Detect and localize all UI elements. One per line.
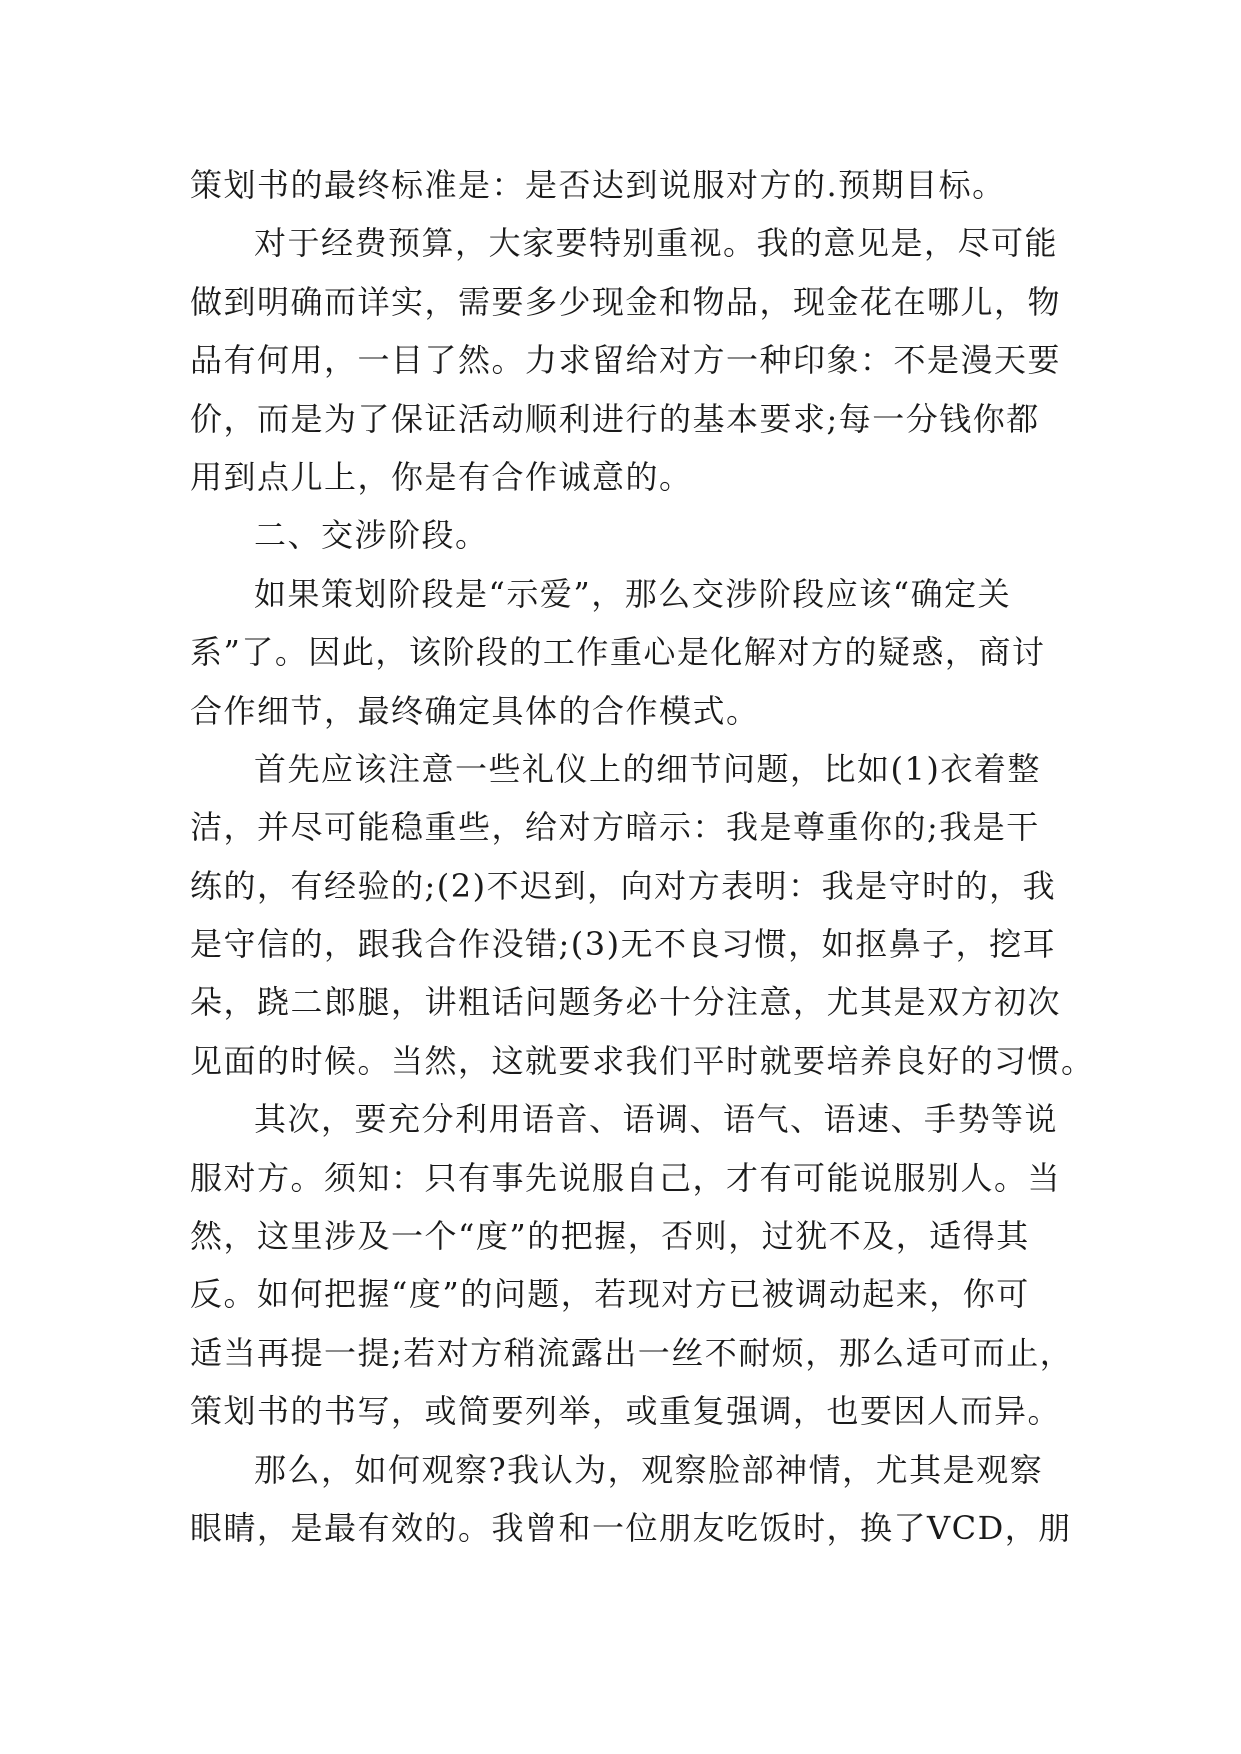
text-line: 朵，跷二郎腿，讲粗话问题务必十分注意，尤其是双方初次 bbox=[190, 983, 1062, 1022]
document-body bbox=[190, 156, 1095, 1557]
text-line: 适当再提一提;若对方稍流露出一丝不耐烦，那么适可而止， bbox=[190, 1333, 1074, 1372]
text-line: 然，这里涉及一个“度”的把握，否则，过犹不及，适得其 bbox=[190, 1217, 1030, 1256]
text-line: 二、交涉阶段。 bbox=[254, 516, 489, 555]
text-line: 其次，要充分利用语音、语调、语气、语速、手势等说 bbox=[254, 1100, 1059, 1139]
text-line: 系”了。因此，该阶段的工作重心是化解对方的疑惑，商讨 bbox=[190, 633, 1046, 672]
text-line: 洁，并尽可能稳重些，给对方暗示：我是尊重你的;我是干 bbox=[190, 808, 1040, 847]
text-line: 眼睛，是最有效的。我曾和一位朋友吃饭时，换了VCD，朋 bbox=[190, 1508, 1072, 1547]
text-line: 反。如何把握“度”的问题，若现对方已被调动起来，你可 bbox=[190, 1275, 1030, 1314]
text-line: 服对方。须知：只有事先说服自己，才有可能说服别人。当 bbox=[190, 1158, 1062, 1197]
text-line: 用到点儿上，你是有合作诚意的。 bbox=[190, 457, 693, 496]
text-line: 做到明确而详实，需要多少现金和物品，现金花在哪儿，物 bbox=[190, 282, 1062, 321]
text-line: 如果策划阶段是“示爱”，那么交涉阶段应该“确定关 bbox=[254, 574, 1012, 613]
text-line: 品有何用，一目了然。力求留给对方一种印象：不是漫天要 bbox=[190, 341, 1062, 380]
text-line: 合作细节，最终确定具体的合作模式。 bbox=[190, 691, 760, 730]
text-line: 是守信的，跟我合作没错;(3)无不良习惯，如抠鼻子，挖耳 bbox=[190, 925, 1057, 964]
text-line: 那么，如何观察?我认为，观察脸部神情，尤其是观察 bbox=[254, 1450, 1044, 1489]
text-line: 价，而是为了保证活动顺利进行的基本要求;每一分钱你都 bbox=[190, 399, 1040, 438]
text-line: 策划书的书写，或简要列举，或重复强调，也要因人而异。 bbox=[190, 1392, 1062, 1431]
text-line: 见面的时候。当然，这就要求我们平时就要培养良好的习惯。 bbox=[190, 1041, 1095, 1080]
text-line: 对于经费预算，大家要特别重视。我的意见是，尽可能 bbox=[254, 224, 1059, 263]
text-line: 策划书的最终标准是：是否达到说服对方的.预期目标。 bbox=[190, 166, 1006, 204]
text-line: 练的，有经验的;(2)不迟到，向对方表明：我是守时的，我 bbox=[190, 866, 1057, 905]
text-line: 首先应该注意一些礼仪上的细节问题，比如(1)衣着整 bbox=[254, 749, 1041, 788]
